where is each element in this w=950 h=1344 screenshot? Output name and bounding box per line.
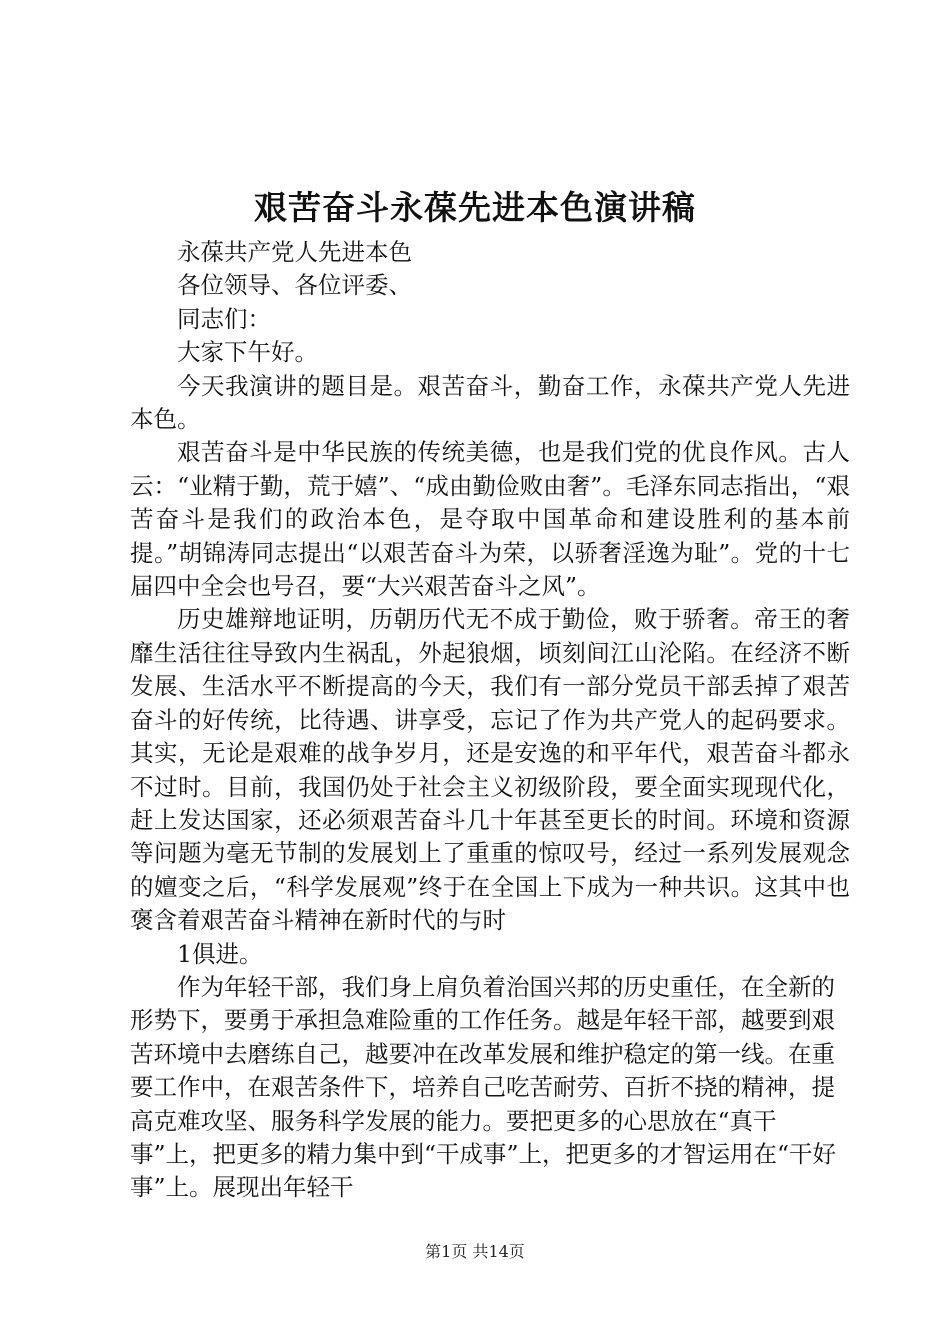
- document-title: 艰苦奋斗永葆先进本色演讲稿: [254, 188, 696, 227]
- paragraph-tradition: 艰苦奋斗是中华民族的传统美德，也是我们党的优良作风。古人云：“业精于勤，荒于嬉”、“成由勤俭败由奢”。毛泽东同志指出，“艰苦奋斗是我们的政治本色，是夺取中国革命和建设胜利的基本前提。”胡锦涛同志提出“以艰苦奋斗为荣，以骄奢淫逸为耻”。党的十七届四中全会也号召，要“大兴艰苦奋斗之风”。: [130, 438, 850, 601]
- document-body: [130, 236, 850, 1205]
- paragraph-continuation: 1俱进。: [177, 939, 263, 968]
- paragraph-greeting-leaders: 各位领导、各位评委、: [177, 271, 412, 300]
- page-footer: 第1页 共14页: [425, 1242, 525, 1261]
- paragraph-good-afternoon: 大家下午好。: [177, 338, 318, 367]
- paragraph-subtitle: 永葆共产党人先进本色: [177, 238, 412, 266]
- paragraph-young-cadres: 作为年轻干部，我们身上肩负着治国兴邦的历史重任，在全新的形势下，要勇于承担急难险重的工作任务。越是年轻干部，越要到艰苦环境中去磨练自己，越要冲在改革发展和维护稳定的第一线。在重要工作中，在艰苦条件下，培养自己吃苦耐劳、百折不挠的精神，提高克难攻坚、服务科学发展的能力。要把更多的心思放在“真干事”上，把更多的精力集中到“干成事”上，把更多的才智运用在“干好事”上。展现出年轻干: [130, 972, 837, 1202]
- paragraph-topic: 今天我演讲的题目是。艰苦奋斗，勤奋工作，永葆共产党人先进本色。: [130, 371, 850, 434]
- paragraph-greeting-comrades: 同志们：: [177, 304, 271, 333]
- paragraph-history: 历史雄辩地证明，历朝历代无不成于勤俭，败于骄奢。帝王的奢靡生活往往导致内生祸乱，外起狼烟，顷刻间江山沦陷。在经济不断发展、生活水平不断提高的今天，我们有一部分党员干部丢掉了艰苦奋斗的好传统，比待遇、讲享受，忘记了作为共产党人的起码要求。其实，无论是艰难的战争岁月，还是安逸的和平年代，艰苦奋斗都永不过时。目前，我国仍处于社会主义初级阶段，要全面实现现代化，赶上发达国家，还必须艰苦奋斗几十年甚至更长的时间。环境和资源等问题为毫无节制的发展划上了重重的惊叹号，经过一系列发展观念的嬗变之后，“科学发展观”终于在全国上下成为一种共识。这其中也褒含着艰苦奋斗精神在新时代的与时: [130, 605, 850, 935]
